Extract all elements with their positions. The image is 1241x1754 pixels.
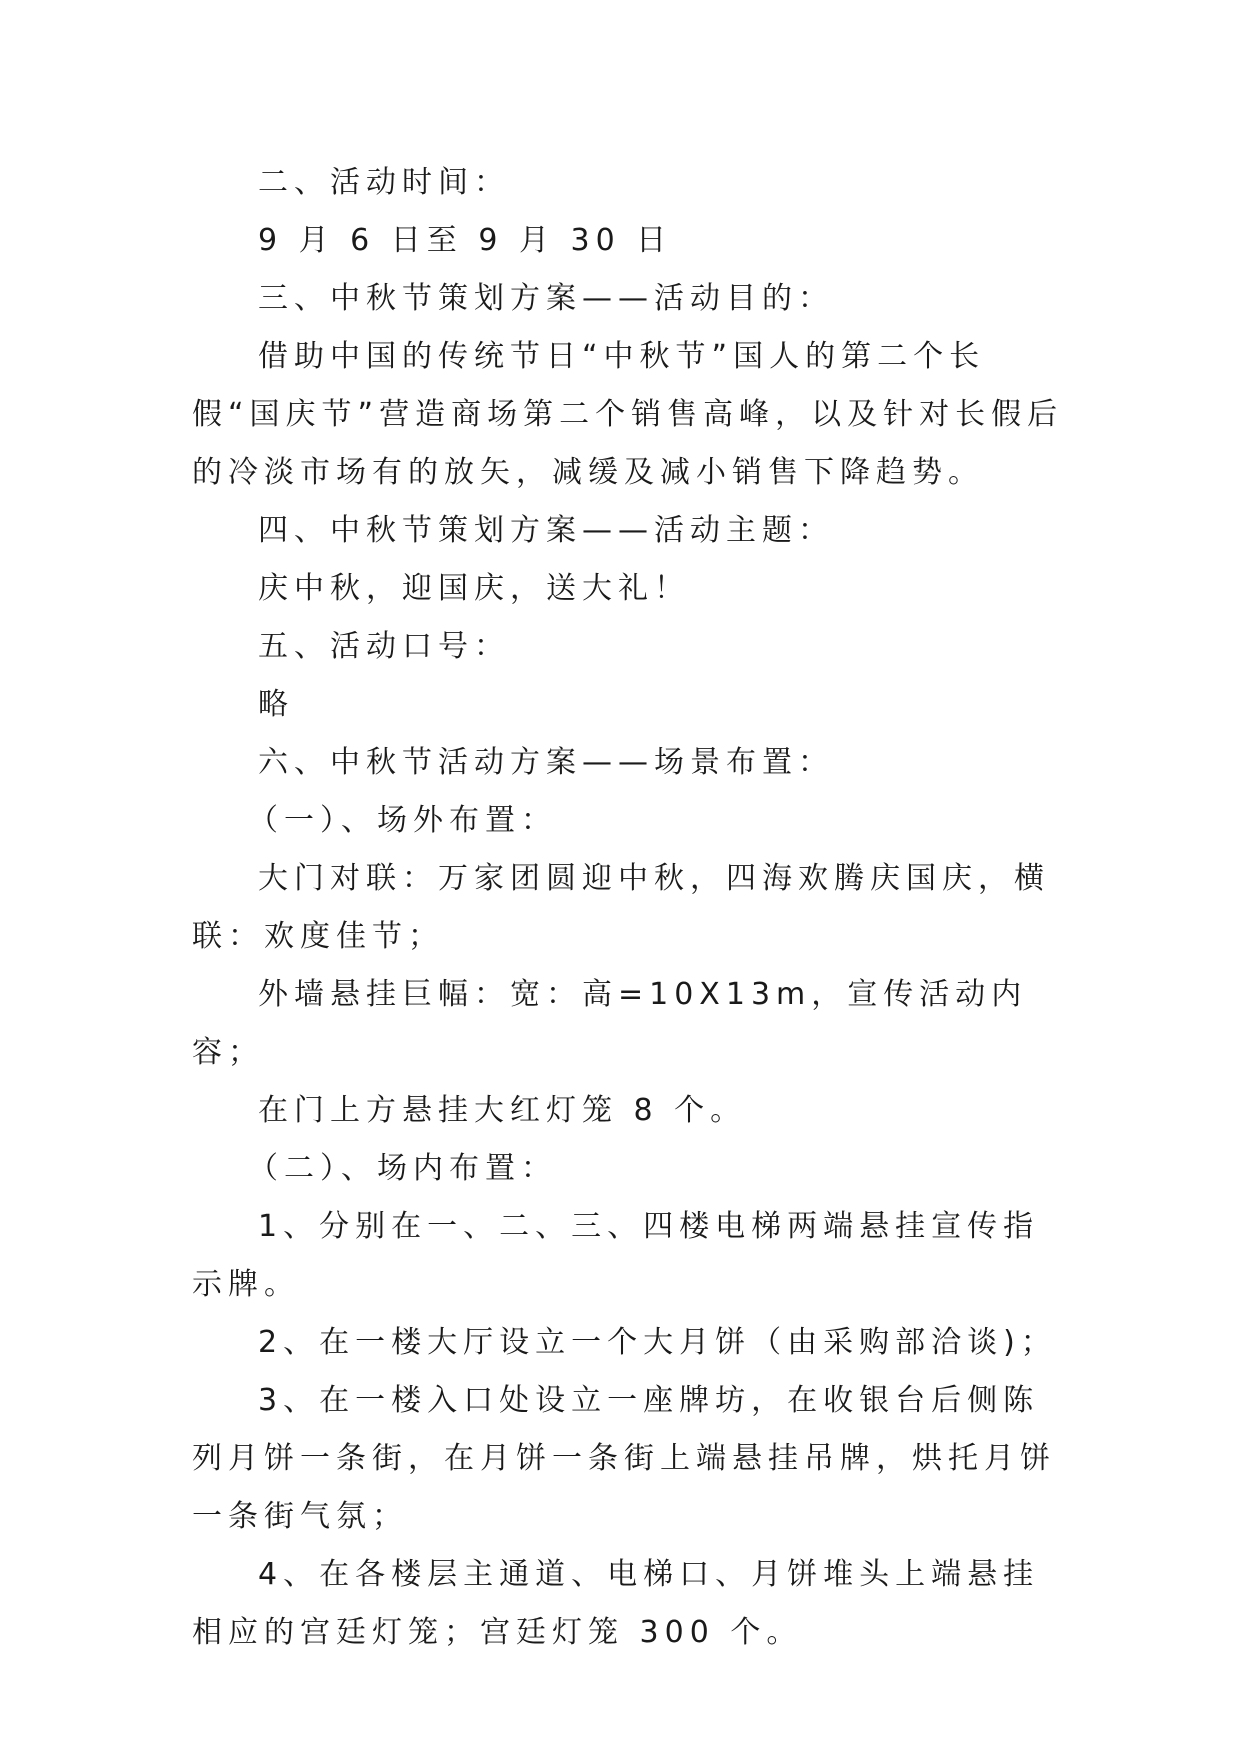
indoor-item-3: 3、在一楼入口处设立一座牌坊，在收银台后侧陈列月饼一条街，在月饼一条街上端悬挂吊牌，烘托月饼一条街气氛； [192,1383,1056,1534]
heading-scene-layout: 六、中秋节活动方案——场景布置： [258,745,834,780]
outdoor-banner-text: 外墙悬挂巨幅：宽：高=10X13m，宣传活动内容； [192,977,1028,1070]
subheading-outdoor-layout: （一）、场外布置： [248,803,557,838]
activity-time-text: 9 月 6 日至 9 月 30 日 [258,223,673,258]
outdoor-couplet-text: 大门对联：万家团圆迎中秋，四海欢腾庆国庆，横联：欢度佳节； [192,861,1050,954]
activity-purpose-text: 借助中国的传统节日“中秋节”国人的第二个长假“国庆节”营造商场第二个销售高峰，以及针对长假后的冷淡市场有的放矢，减缓及减小销售下降趋势。 [192,339,1064,490]
subheading-indoor-layout: （二）、场内布置： [248,1151,557,1186]
indoor-item-4: 4、在各楼层主通道、电梯口、月饼堆头上端悬挂相应的宫廷灯笼；宫廷灯笼 300 个。 [192,1557,1040,1650]
indoor-item-2: 2、在一楼大厅设立一个大月饼（由采购部洽谈)； [258,1325,1057,1360]
heading-activity-slogan: 五、活动口号： [258,629,510,664]
activity-theme-text: 庆中秋，迎国庆，送大礼！ [258,571,690,606]
document-body [192,154,1072,1662]
outdoor-lantern-text: 在门上方悬挂大红灯笼 8 个。 [258,1093,747,1128]
indoor-item-1: 1、分别在一、二、三、四楼电梯两端悬挂宣传指示牌。 [192,1209,1040,1302]
activity-slogan-text: 略 [258,687,294,722]
heading-activity-purpose: 三、中秋节策划方案——活动目的： [258,281,834,316]
heading-activity-theme: 四、中秋节策划方案——活动主题： [258,513,834,548]
heading-activity-time: 二、活动时间： [258,165,510,200]
